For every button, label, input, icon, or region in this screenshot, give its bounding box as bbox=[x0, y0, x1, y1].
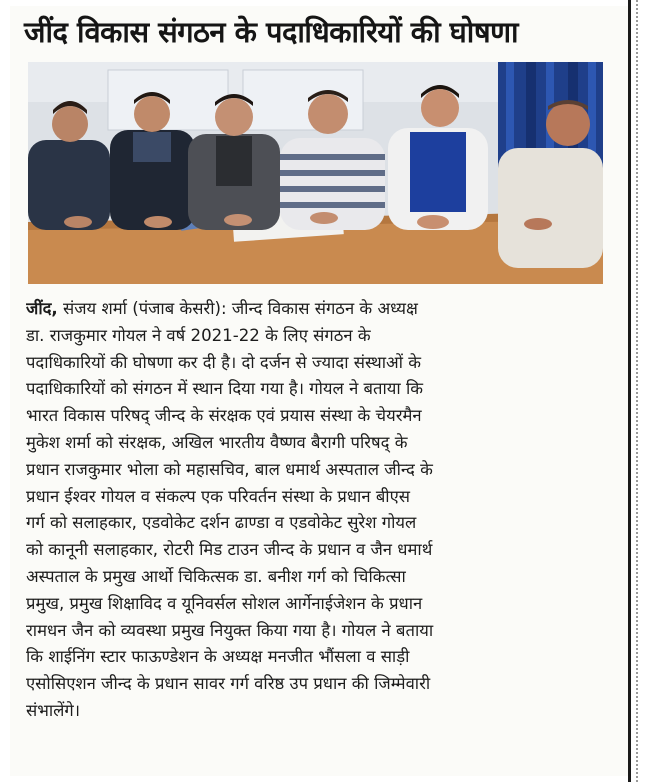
article-line: मुकेश शर्मा को संरक्षक, अखिल भारतीय वैष्णव बैरागी परिषद् के bbox=[26, 432, 408, 452]
article-line: अस्पताल के प्रमुख आर्थो चिकित्सक डा. बनीश गर्ग को चिकित्सा bbox=[26, 566, 406, 586]
article-line: एसोसिएशन जीन्द के प्रधान सावर गर्ग वरिष्ठ उप प्रधान की जिम्मेवारी bbox=[26, 674, 431, 694]
headline: जींद विकास संगठन के पदाधिकारियों की घोषणा bbox=[24, 15, 519, 49]
article-line: कि शाईनिंग स्टार फाऊण्डेशन के अध्यक्ष मनजीत भौंसला व साड़ी bbox=[26, 647, 410, 667]
group-photo-illustration bbox=[28, 62, 603, 284]
article-line: प्रधान ईश्वर गोयल व संकल्प एक परिवर्तन संस्था के प्रधान बीएस bbox=[26, 486, 410, 506]
article-line: को कानूनी सलाहकार, रोटरी मिड टाउन जीन्द के प्रधान व जैन धमार्थ bbox=[26, 540, 433, 560]
article-line: रामधन जैन को व्यवस्था प्रमुख नियुक्त किया गया है। गोयल ने बताया bbox=[26, 620, 434, 640]
article-line: डा. राजकुमार गोयल ने वर्ष 2021-22 के लिए संगठन के bbox=[26, 325, 371, 345]
byline: संजय शर्मा (पंजाब केसरी): जीन्द विकास संगठन के अध्यक्ष bbox=[57, 299, 418, 318]
article-line: प्रमुख, प्रमुख शिक्षाविद व यूनिवर्सल सोशल आर्गेनाईजेशन के प्रधान bbox=[26, 593, 423, 613]
article-line: गर्ग को सलाहकार, एडवोकेट दर्शन ढाण्डा व एडवोकेट सुरेश गोयल bbox=[26, 513, 417, 533]
article-body bbox=[26, 296, 608, 725]
page-border bbox=[628, 0, 631, 782]
news-photo bbox=[28, 62, 603, 284]
dateline: जींद, bbox=[26, 299, 58, 318]
article-line: पदाधिकारियों को संगठन में स्थान दिया गया है। गोयल ने बताया कि bbox=[26, 379, 424, 399]
article-first-line bbox=[26, 296, 608, 323]
article-line: संभालेंगे। bbox=[26, 700, 81, 720]
article-line: पदाधिकारियों की घोषणा कर दी है। दो दर्जन से ज्यादा संस्थाओं के bbox=[26, 352, 422, 372]
article-line: प्रधान राजकुमार भोला को महासचिव, बाल धमार्थ अस्पताल जीन्द के bbox=[26, 459, 433, 479]
article-line: भारत विकास परिषद् जीन्द के संरक्षक एवं प्रयास संस्था के चेयरमैन bbox=[26, 406, 422, 426]
